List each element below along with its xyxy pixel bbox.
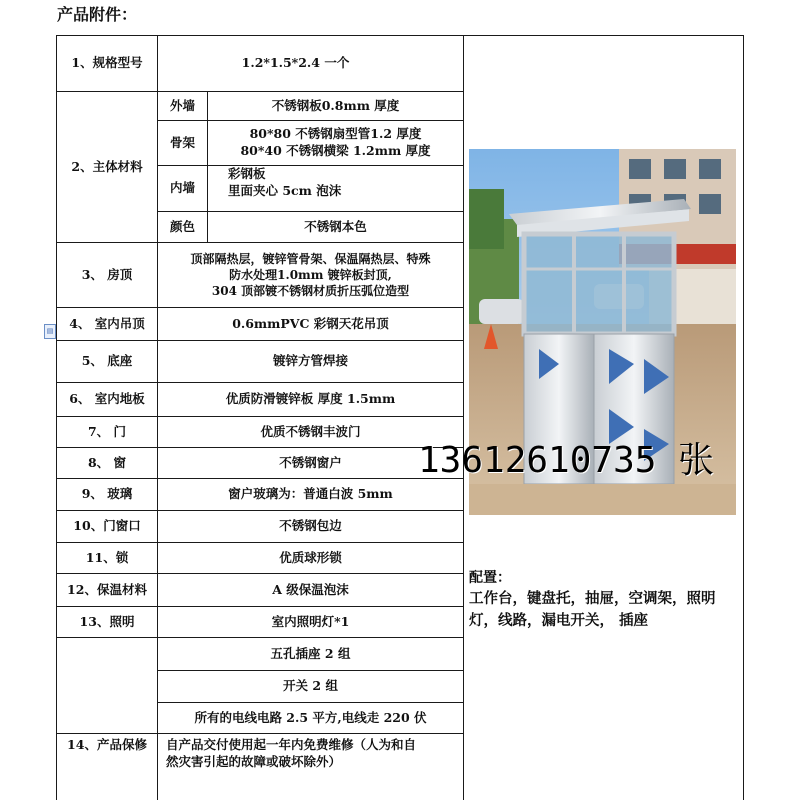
row-value-ceiling: 0.6mmPVC 彩钢天花吊顶 <box>232 315 389 331</box>
inner-wall-line-1: 彩钢板 <box>228 166 266 181</box>
row-value-sockets: 五孔插座 2 组 <box>270 645 351 661</box>
row-value-window: 不锈钢窗户 <box>279 454 342 470</box>
row-value-lighting: 室内照明灯*1 <box>271 613 350 629</box>
phone-overlay-text: 13612610735 张 <box>418 440 715 481</box>
sub-label-frame: 骨架 <box>169 134 195 150</box>
row-label-spec: 1、规格型号 <box>71 55 143 71</box>
row-label-glass: 9、 玻璃 <box>81 486 133 502</box>
warranty-line-2: 然灾害引起的故障或破坏除外） <box>166 753 342 769</box>
sub-label-inner-wall: 内墙 <box>169 180 195 196</box>
row-label-insulation: 12、保温材料 <box>67 581 147 597</box>
document-icon: ▤ <box>44 324 56 339</box>
row-value-insulation: A 级保温泡沫 <box>272 581 349 597</box>
row-label-door: 7、 门 <box>87 423 127 439</box>
config-text: 工作台，键盘托，抽屉，空调架，照明灯，线路，漏电开关， 插座 <box>469 591 716 629</box>
sub-label-color: 颜色 <box>169 218 195 234</box>
row-label-materials: 2、主体材料 <box>71 158 143 174</box>
sub-value-frame <box>208 121 463 165</box>
row-value-wiring: 所有的电线电路 2.5 平方,电线走 220 伏 <box>194 709 427 725</box>
row-label-floor: 6、 室内地板 <box>69 391 145 407</box>
row-value-roof <box>158 243 463 307</box>
row-label-window: 8、 窗 <box>87 454 127 470</box>
inner-wall-line-2: 里面夹心 5cm 泡沫 <box>228 182 342 198</box>
row-label-lighting: 13、照明 <box>79 613 135 629</box>
row-label-door-window-edge: 10、门窗口 <box>73 518 141 534</box>
sub-value-color: 不锈钢本色 <box>304 218 367 234</box>
row-value-warranty <box>158 734 463 778</box>
row-label-warranty: 14、产品保修 <box>67 736 147 752</box>
row-value-base: 镀锌方管焊接 <box>272 353 348 369</box>
row-value-spec: 1.2*1.5*2.4 一个 <box>241 55 350 71</box>
sub-value-inner-wall <box>208 166 463 211</box>
row-value-switches: 开关 2 组 <box>283 678 338 694</box>
roof-line-2: 防水处理1.0mm 镀锌板封顶, <box>229 267 392 282</box>
warranty-line-1: 自产品交付使用起一年内免费维修（人为和自 <box>166 737 417 752</box>
row-value-floor: 优质防滑镀锌板 厚度 1.5mm <box>225 391 396 407</box>
frame-line-2: 80*40 不锈钢横梁 1.2mm 厚度 <box>240 143 431 158</box>
row-label-ceiling: 4、 室内吊顶 <box>69 315 145 331</box>
row-label-roof: 3、 房顶 <box>81 266 133 282</box>
row-label-lock: 11、锁 <box>85 549 129 565</box>
row-label-base: 5、 底座 <box>81 353 133 369</box>
config-label: 配置： <box>469 570 511 586</box>
row-value-door-window-edge: 不锈钢包边 <box>279 518 342 534</box>
roof-line-1: 顶部隔热层，镀锌管骨架、保温隔热层、特殊 <box>190 251 431 266</box>
page-title: 产品附件： <box>57 5 138 24</box>
row-value-lock: 优质球形锁 <box>279 549 342 565</box>
frame-line-1: 80*80 不锈钢扇型管1.2 厚度 <box>249 126 422 142</box>
row-value-glass: 窗户玻璃为：普通白波 5mm <box>228 486 393 502</box>
sub-label-outer-wall: 外墙 <box>169 97 195 113</box>
roof-line-3: 304 顶部镀不锈钢材质折压弧位造型 <box>211 284 410 299</box>
row-value-door: 优质不锈钢丰波门 <box>260 423 361 439</box>
sub-value-outer-wall: 不锈钢板0.8mm 厚度 <box>271 97 400 113</box>
